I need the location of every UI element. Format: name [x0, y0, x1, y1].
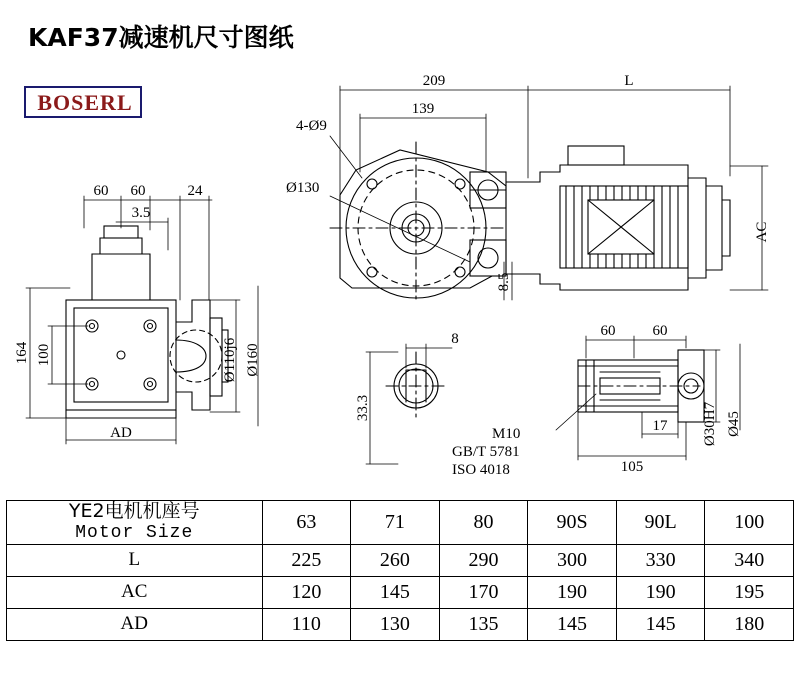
shaft-section-dimensions	[366, 344, 452, 464]
dim-AC: AC	[754, 221, 770, 243]
table-row-label-AC: AC	[7, 576, 263, 608]
table-cell-L-3: 300	[528, 544, 617, 576]
table-cell-size-1: 71	[351, 501, 440, 545]
table-cell-L-1: 260	[351, 544, 440, 576]
dim-O110j6: Ø110j6	[222, 337, 238, 383]
table-cell-L-4: 330	[616, 544, 705, 576]
table-cell-AD-3: 145	[528, 608, 617, 640]
dim-60-c: 60	[600, 323, 616, 339]
main-front-view	[330, 142, 506, 300]
dim-O160: Ø160	[245, 343, 261, 377]
table-cell-L-0: 225	[262, 544, 351, 576]
table-header-en: Motor Size	[75, 522, 194, 543]
table-row-label-L: L	[7, 544, 263, 576]
table-cell-AD-2: 135	[439, 608, 528, 640]
table-cell-AD-0: 110	[262, 608, 351, 640]
table-header-cn: YE2电机机座号	[68, 500, 200, 522]
brand-logo-text: BOSERL	[37, 90, 133, 115]
specification-table	[6, 500, 794, 641]
table-row	[7, 608, 794, 640]
dim-8: 8	[451, 331, 459, 347]
dim-60-d: 60	[652, 323, 668, 339]
table-row-label-AD: AD	[7, 608, 263, 640]
dim-60-b: 60	[130, 183, 146, 199]
table-cell-size-0: 63	[262, 501, 351, 545]
table-cell-AC-4: 190	[616, 576, 705, 608]
dim-O130: Ø130	[286, 180, 320, 196]
dim-L-top: L	[624, 73, 634, 89]
dim-3_5: 3.5	[131, 205, 151, 221]
dim-O30H7: Ø30H7	[702, 401, 718, 447]
dim-AD: AD	[110, 425, 132, 441]
dim-139: 139	[411, 101, 435, 117]
table-cell-AC-0: 120	[262, 576, 351, 608]
dim-60-a: 60	[93, 183, 109, 199]
table-cell-AC-3: 190	[528, 576, 617, 608]
dim-100: 100	[36, 343, 52, 367]
table-cell-size-3: 90S	[528, 501, 617, 545]
table-cell-size-2: 80	[439, 501, 528, 545]
page-title: KAF37减速机尺寸图纸	[28, 23, 294, 52]
table-cell-AD-5: 180	[705, 608, 794, 640]
left-side-view	[66, 226, 228, 418]
dim-33_3: 33.3	[355, 394, 371, 422]
table-cell-size-4: 90L	[616, 501, 705, 545]
dim-O45: Ø45	[726, 411, 742, 437]
table-row	[7, 544, 794, 576]
table-row	[7, 576, 794, 608]
left-view-dimensions	[26, 196, 258, 444]
table-cell-L-2: 290	[439, 544, 528, 576]
table-cell-size-5: 100	[705, 501, 794, 545]
table-row-header	[7, 501, 794, 545]
dim-105: 105	[620, 459, 644, 475]
dim-iso4018: ISO 4018	[452, 462, 510, 478]
main-view-dimensions	[330, 86, 768, 300]
output-shaft-view	[578, 350, 704, 422]
table-cell-AD-1: 130	[351, 608, 440, 640]
shaft-section-view	[386, 352, 448, 420]
table-cell-AC-5: 195	[705, 576, 794, 608]
dim-209: 209	[422, 73, 446, 89]
table-cell-L-5: 340	[705, 544, 794, 576]
dim-164: 164	[14, 341, 30, 365]
motor-view	[506, 146, 730, 290]
dim-17: 17	[652, 418, 668, 434]
table-cell-AC-2: 170	[439, 576, 528, 608]
table-cell-AD-4: 145	[616, 608, 705, 640]
table-cell-AC-1: 145	[351, 576, 440, 608]
dim-M10: M10	[492, 426, 521, 442]
dim-24: 24	[187, 183, 203, 199]
dim-4xO9: 4-Ø9	[296, 118, 327, 134]
dim-gbt5781: GB/T 5781	[452, 444, 520, 460]
dim-8_5: 8.5	[496, 272, 512, 292]
table-header-motor-size	[7, 501, 263, 545]
